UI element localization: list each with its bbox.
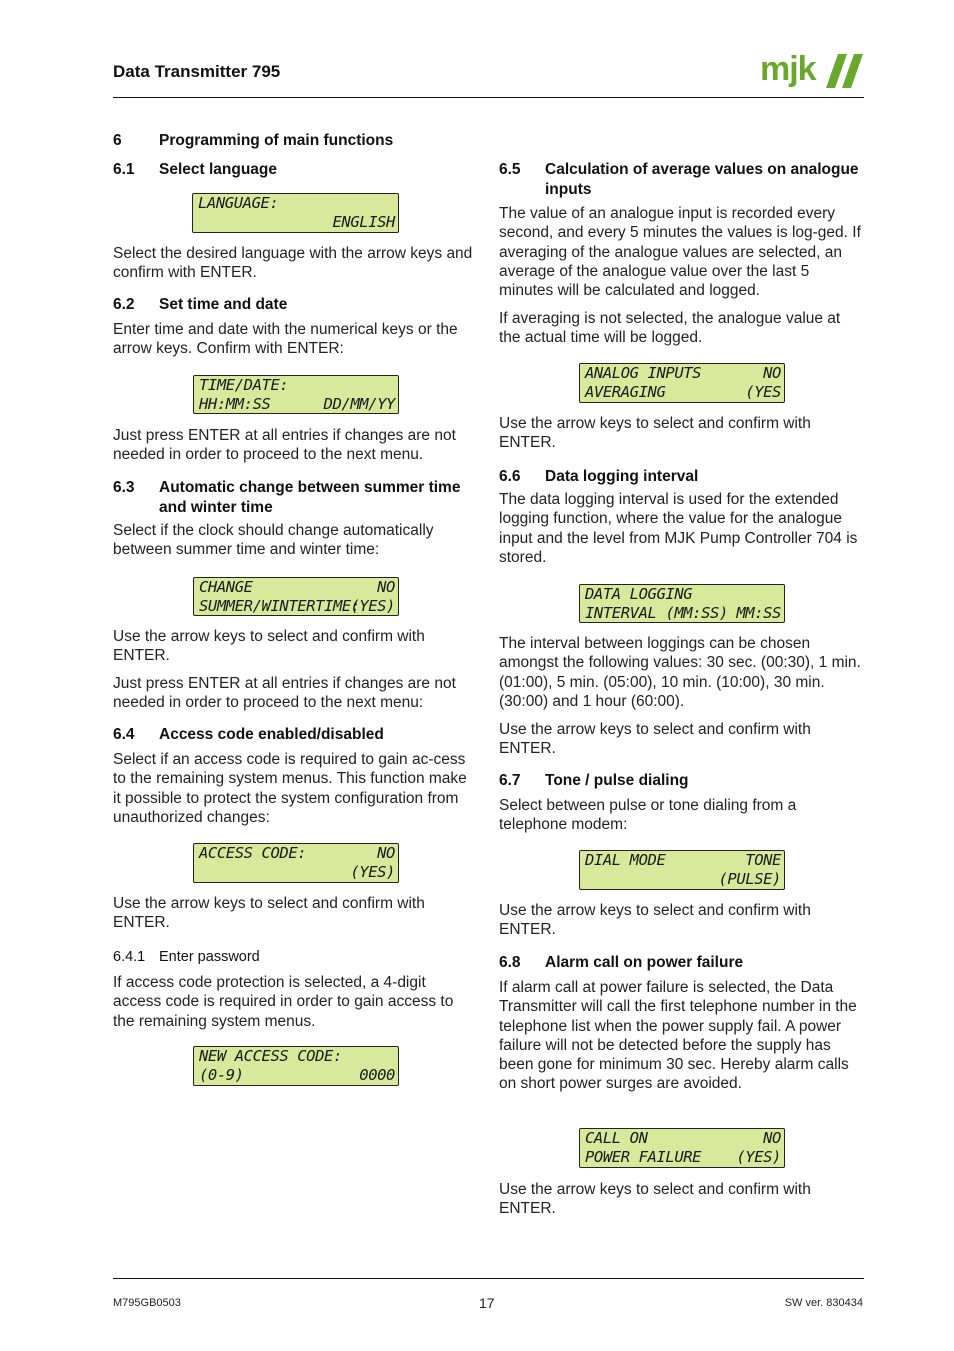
s6-8-text: If alarm call at power failure is selected, the Data Transmitter will call the first telephone number in the telephone list when the power supply fail. A power failure will not be detected before the supply has been gone for minimum 30 sec. Hereby alarm calls on short power surges are avoided. <box>499 979 857 1093</box>
s6-7-text: Select between pulse or tone dialing from a telephone modem: <box>499 797 797 834</box>
s6-6-text: The data logging interval is used for the extended logging function, where the value for the analogue input and the level from MJK Pump Controller 704 is stored. <box>499 491 858 566</box>
lcd-data-logging: DATA LOGGING INTERVAL (MM:SS) MM:SS <box>579 584 785 623</box>
s6-5-text: The value of an analogue input is recorded every second, and every 5 minutes the values is log-ged. If averaging of the analogue values are selected, an average of the analogue value over the last 5 minutes will be calculated and logged. <box>499 205 861 300</box>
s6-6-intervals: The interval between loggings can be chosen amongst the following values: 30 sec. (00:30), 1 min. (01:00), 5 min. (05:00), 10 min. (10:00), 30 min. (30:00) and 1 hour (60:00). <box>499 635 861 710</box>
page-header-title: Data Transmitter 795 <box>113 62 281 81</box>
lcd-access-code: ACCESS CODE: NO (YES) <box>193 843 399 883</box>
footer-page-number: 17 <box>479 1295 495 1311</box>
lcd-dial-mode: DIAL MODE TONE (PULSE) <box>579 850 785 890</box>
s6-4-text: Select if an access code is required to gain ac-cess to the remaining system menus. This function make it possible to protect the system configuration from unauthorized changes: <box>113 751 467 826</box>
s6-3-text: Select if the clock should change automatically between summer time and winter time: <box>113 522 434 559</box>
section-6-6-heading: 6.6 Data logging interval <box>499 468 699 485</box>
lcd-call-on-power-failure: CALL ON NO POWER FAILURE (YES) <box>579 1128 785 1168</box>
s6-8-instruction: Use the arrow keys to select and confirm with ENTER. <box>499 1181 811 1218</box>
s6-7-instruction: Use the arrow keys to select and confirm with ENTER. <box>499 902 811 939</box>
lcd-summer-wintertime: CHANGE NO SUMMER/WINTERTIME: (YES) <box>193 577 399 616</box>
footer-sw-version: SW ver. 830434 <box>784 1297 863 1309</box>
s6-6-instruction: Use the arrow keys to select and confirm with ENTER. <box>499 721 811 758</box>
mjk-logo <box>760 50 865 92</box>
section-6-7-heading: 6.7 Tone / pulse dialing <box>499 772 689 789</box>
section-6-3-heading: 6.3 Automatic change between summer time and winter time <box>113 479 461 516</box>
mjk-logo-text: mjk <box>760 50 816 88</box>
s6-1-text: Select the desired language with the arrow keys and confirm with ENTER. <box>113 245 473 282</box>
s6-3-instruction: Use the arrow keys to select and confirm with ENTER. <box>113 628 425 665</box>
section-6-1-heading: 6.1 Select language <box>113 161 278 178</box>
s6-3-note: Just press ENTER at all entries if changes are not needed in order to proceed to the next menu: <box>113 675 456 712</box>
footer-doc-id: M795GB0503 <box>113 1297 181 1309</box>
lcd-new-access-code: NEW ACCESS CODE: (0-9) 0000 <box>193 1046 399 1086</box>
section-6-4-heading: 6.4 Access code enabled/disabled <box>113 726 384 743</box>
section-6-8-heading: 6.8 Alarm call on power failure <box>499 954 744 971</box>
section-6-5-heading: 6.5 Calculation of average values on analogue inputs <box>499 161 859 198</box>
lcd-time-date: TIME/DATE: HH:MM:SS DD/MM/YY <box>193 375 399 414</box>
footer-rule <box>113 1278 864 1279</box>
section-6-heading: 6 Programming of main functions <box>113 132 394 149</box>
lcd-language: LANGUAGE: ENGLISH <box>192 193 399 233</box>
s6-5-instruction: Use the arrow keys to select and confirm with ENTER. <box>499 415 811 452</box>
header-rule <box>113 97 864 98</box>
section-6-4-1-heading: 6.4.1 Enter password <box>113 949 260 965</box>
s6-4-1-text: If access code protection is selected, a 4-digit access code is required in order to gain access to the remaining system menus. <box>113 974 454 1030</box>
s6-2-text: Enter time and date with the numerical keys or the arrow keys. Confirm with ENTER: <box>113 321 458 358</box>
lcd-analog-averaging: ANALOG INPUTS NO AVERAGING (YES <box>579 363 785 403</box>
s6-4-instruction: Use the arrow keys to select and confirm with ENTER. <box>113 895 425 932</box>
s6-5-note: If averaging is not selected, the analogue value at the actual time will be logged. <box>499 310 841 347</box>
section-6-2-heading: 6.2 Set time and date <box>113 296 288 313</box>
s6-2-note: Just press ENTER at all entries if changes are not needed in order to proceed to the next menu. <box>113 427 456 464</box>
